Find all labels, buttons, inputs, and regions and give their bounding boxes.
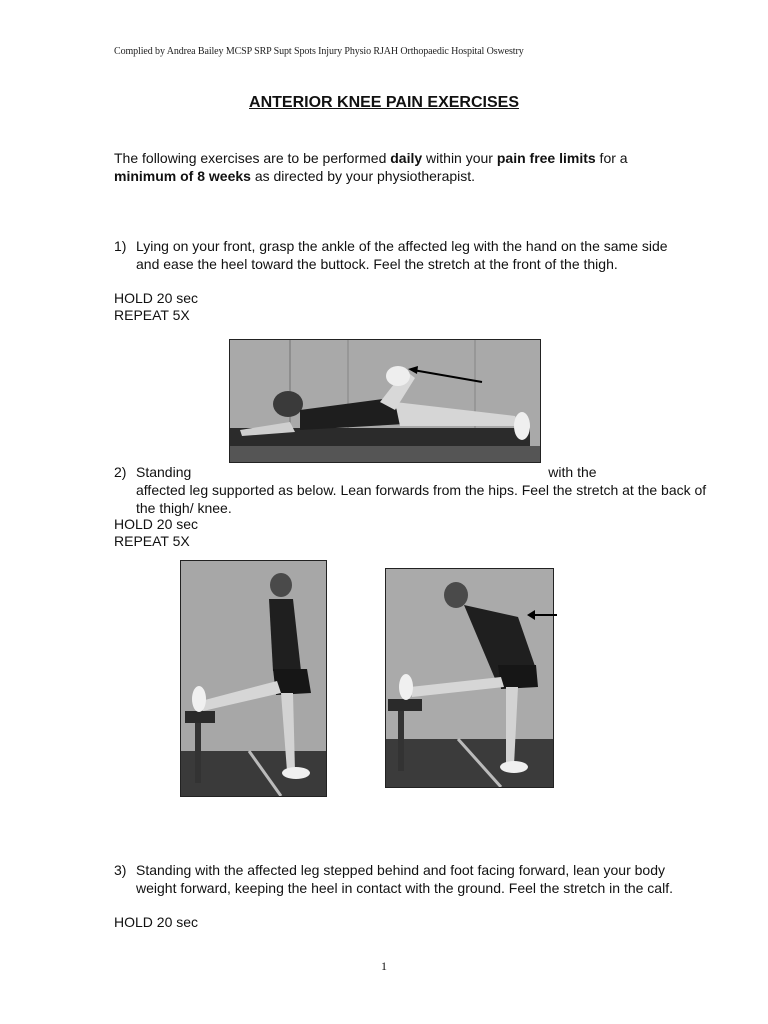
intro-text-4: as directed by your physiotherapist. — [250, 168, 476, 184]
exercise-3-number: 3) — [114, 862, 127, 878]
exercise-2-text-start: Standing — [136, 464, 192, 480]
intro-text-3: for a — [595, 150, 628, 166]
intro-bold-minimum: minimum of 8 weeks — [114, 168, 251, 184]
exercise-2-hold: HOLD 20 sec — [114, 516, 199, 532]
exercise-2-text-end: with the — [548, 464, 597, 480]
exercise-3-hold: HOLD 20 sec — [114, 914, 199, 930]
exercise-2 — [114, 463, 714, 517]
exercise-2-number: 2) — [114, 464, 127, 480]
page-title: ANTERIOR KNEE PAIN EXERCISES — [249, 94, 519, 111]
exercise-3-text: Standing with the affected leg stepped behind and foot facing forward, lean your body weight forward, keeping the heel in contact with the ground. Feel the stretch in the calf. — [136, 862, 673, 896]
exercise-1 — [114, 237, 674, 273]
hamstring-stretch-photo-upright — [180, 560, 327, 797]
header-note: Complied by Andrea Bailey MCSP SRP Supt Spots Injury Physio RJAH Orthopaedic Hospital Oswestry — [114, 46, 524, 57]
intro-text-1: The following exercises are to be performed — [114, 150, 391, 166]
intro-text-2: within your — [422, 150, 497, 166]
left-arrow-icon — [527, 608, 559, 622]
exercise-2-text-rest: affected leg supported as below. Lean forwards from the hips. Feel the stretch at the back of the thigh/ knee. — [136, 482, 707, 516]
exercise-1-hold: HOLD 20 sec — [114, 290, 199, 306]
intro-paragraph — [114, 149, 674, 185]
intro-bold-pain-free: pain free limits — [496, 150, 596, 166]
hamstring-stretch-photo-leaning — [385, 568, 554, 788]
exercise-1-number: 1) — [114, 238, 127, 254]
exercise-1-repeat: REPEAT 5X — [114, 307, 190, 323]
exercise-3 — [114, 861, 674, 897]
intro-bold-daily: daily — [390, 150, 423, 166]
exercise-2-repeat: REPEAT 5X — [114, 533, 190, 549]
quad-stretch-photo — [229, 339, 541, 463]
page-number: 1 — [381, 959, 387, 973]
exercise-1-text: Lying on your front, grasp the ankle of the affected leg with the hand on the same side and ease the heel toward the buttock. Feel the stretch at the front of the thigh. — [136, 238, 668, 272]
